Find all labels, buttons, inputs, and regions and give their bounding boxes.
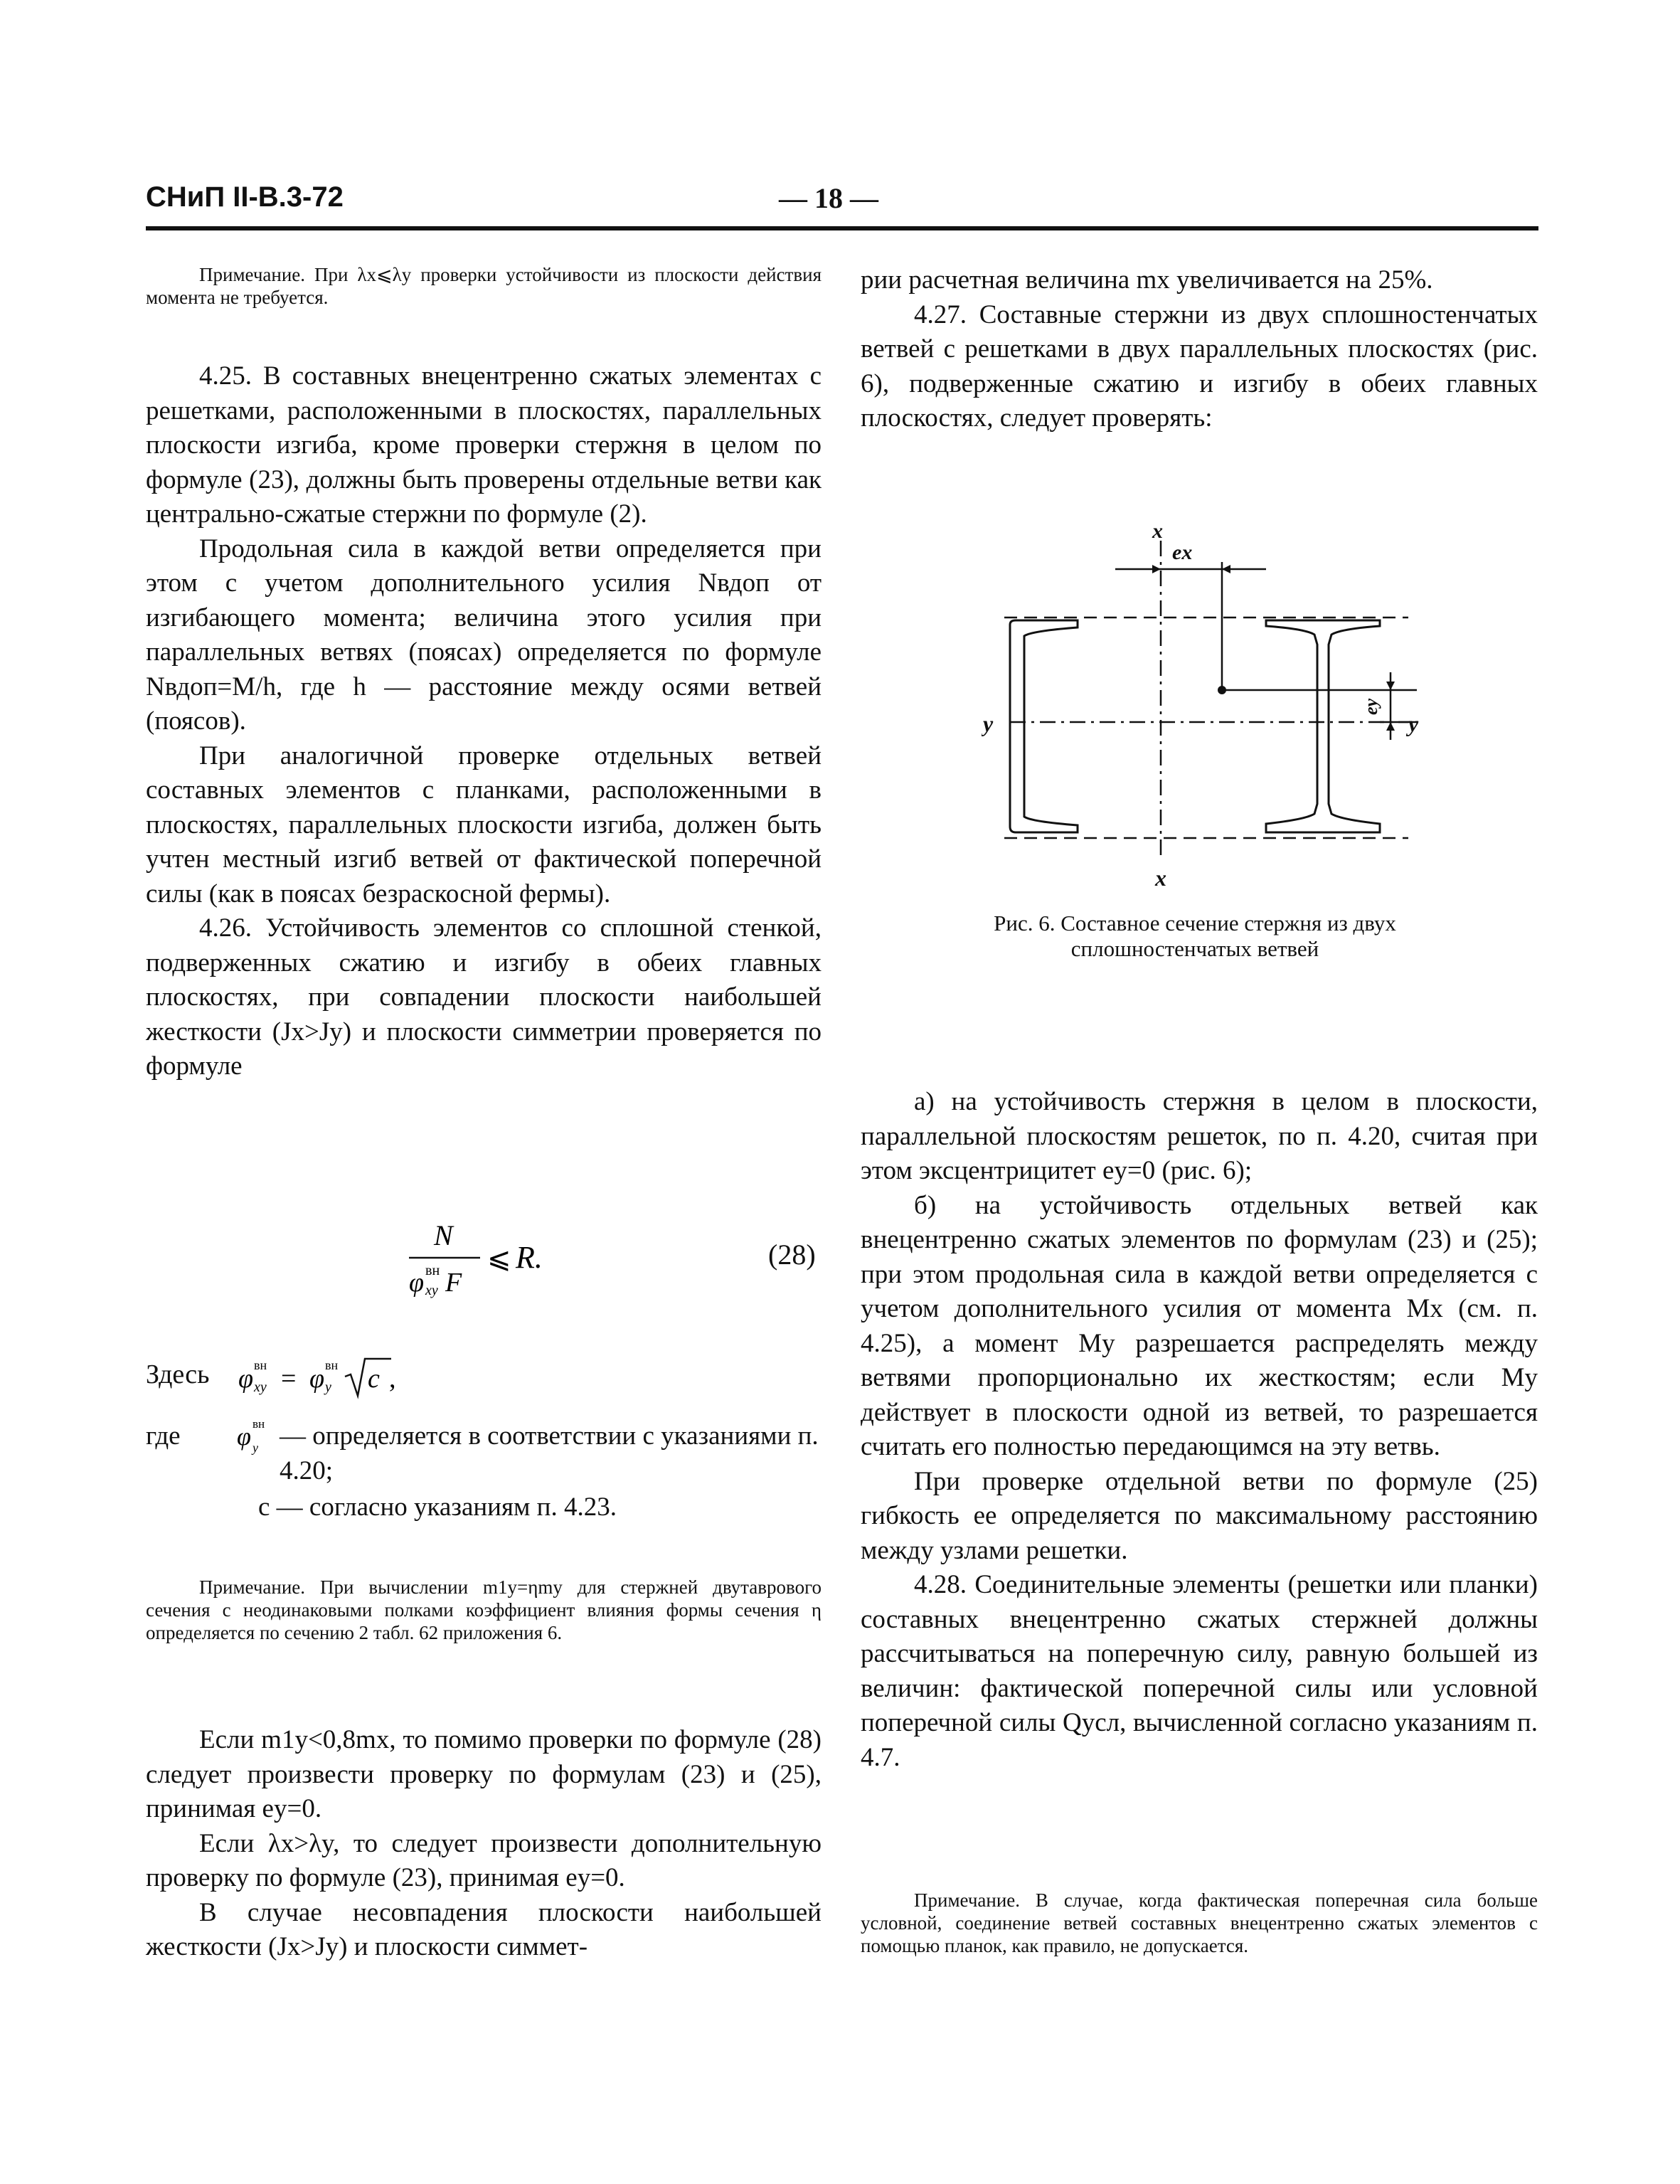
paragraph-4-25: 4.25. В составных внецентренно сжатых элементах с решетками, расположенными в плоскостях, параллельных плоскости изгиба, кроме проверки стержня в целом по формуле (23), должны быть проверены отдельные ветви как центрально-сжатые стержни по формуле (2).: [146, 361, 822, 529]
svg-text:вн: вн: [425, 1263, 440, 1278]
paragraph-a: а) на устойчивость стержня в целом в плоскости, параллельной плоскостям решеток, по п. 4.20, считая при этом эксцентрицитет ey=0 (рис. 6);: [861, 1087, 1538, 1185]
label-x-bottom: x: [1155, 865, 1166, 889]
document-code: СНиП II-В.3-72: [146, 181, 344, 213]
svg-text:⩽: ⩽: [487, 1242, 511, 1275]
svg-text:N: N: [434, 1219, 453, 1251]
formula-28-number: (28): [768, 1239, 816, 1271]
header-rule: [146, 226, 1538, 230]
left-column: [146, 263, 822, 309]
definitions: [146, 1419, 822, 1525]
page-number: — 18 —: [779, 182, 878, 214]
svg-text:c: c: [368, 1364, 380, 1394]
left-note-2-wrap: [146, 1576, 822, 1644]
paragraph-4-28: 4.28. Соединительные элементы (решетки или планки) составных внецентренно сжатых стержней должны рассчитываться на поперечную силу, равную большей из величин: фактической поперечной силы или условной поперечной силы Qусл, вычисленной согласно указаниям п. 4.7.: [861, 1570, 1538, 1772]
label-y-left: y: [983, 711, 994, 736]
paragraph-if-lambda: Если λx>λy, то следует произвести дополнительную проверку по формуле (23), принимая ey=0.: [146, 1828, 822, 1892]
svg-text:φ: φ: [237, 1422, 251, 1451]
formula-phi-xy-graphic: [238, 1345, 558, 1409]
paragraph-analogous-check: При аналогичной проверке отдельных ветвей составных элементов с планками, расположенными в плоскостях, параллельных плоскости изгиба, должен быть учтен местный изгиб ветвей от фактической поперечной силы (как в поясах безраскосной фермы).: [146, 741, 822, 908]
right-column-top: [861, 263, 1538, 436]
right-column-bottom: [861, 1085, 1538, 1775]
note-3: Примечание. В случае, когда фактическая поперечная сила больше условной, соединение ветвей составных внецентренно сжатых элементов с помощью планок, как правило, не допускается.: [861, 1889, 1538, 1956]
phi-definition: — определяется в соответствии с указаниями п. 4.20;: [280, 1421, 819, 1485]
label-x-top: x: [1152, 519, 1163, 543]
paragraph-if-m1y: Если m1y<0,8mx, то помимо проверки по формуле (28) следует произвести проверку по формулам (23) и (25), принимая ey=0.: [146, 1725, 822, 1823]
phi-y-symbol: [237, 1415, 280, 1458]
note-2: Примечание. При вычислении m1y=ηmy для стержней двутаврового сечения с неодинаковыми полками коэффициент влияния формы сечения η определяется по сечению 2 табл. 62 приложения 6.: [146, 1576, 822, 1643]
note-1: Примечание. При λx⩽λy проверки устойчивости из плоскости действия момента не требуется.: [146, 264, 822, 308]
label-ey: ey: [1361, 698, 1381, 715]
figure-6-drawing: [982, 519, 1423, 889]
svg-text:y: y: [252, 1441, 258, 1455]
formula-phi-xy: [146, 1345, 573, 1401]
svg-text:вн: вн: [254, 1358, 267, 1372]
paragraph-longitudinal-force: Продольная сила в каждой ветви определяется при этом с учетом дополнительного усилия Nвдоп от изгибающего момента; величина этого усилия при параллельных ветвях (поясах) определяется по формуле Nвдоп=M/h, где h — расстояние между осями ветвей (поясов).: [146, 534, 822, 736]
paragraph-continuation: рии расчетная величина mx увеличивается на 25%.: [861, 265, 1433, 295]
left-column-body: [146, 359, 822, 1084]
svg-text:φ: φ: [309, 1364, 325, 1394]
figure-6-caption: Рис. 6. Составное сечение стержня из двух сплошностенчатых ветвей: [994, 911, 1396, 961]
here-label: Здесь: [146, 1359, 210, 1389]
svg-text:R.: R.: [516, 1240, 543, 1275]
where-label: где: [146, 1421, 181, 1451]
svg-text:xy: xy: [425, 1283, 438, 1298]
paragraph-4-26: 4.26. Устойчивость элементов со сплошной стенкой, подверженных сжатию и изгибу в обеих главных плоскостях, при совпадении плоскости наибольшей жесткости (Jx>Jy) и плоскости симметрии проверяется по формуле: [146, 913, 822, 1081]
left-column-bottom: [146, 1723, 822, 1965]
svg-text:=: =: [281, 1364, 297, 1394]
svg-text:φ: φ: [409, 1268, 425, 1298]
svg-text:xy: xy: [254, 1379, 267, 1395]
svg-text:φ: φ: [238, 1364, 254, 1394]
formula-28-graphic: [398, 1216, 825, 1302]
label-ex: ex: [1172, 541, 1193, 564]
c-definition: c — согласно указаниям п. 4.23.: [258, 1493, 617, 1522]
formula-28: [398, 1216, 825, 1302]
svg-text:вн: вн: [252, 1417, 265, 1431]
right-note-3-wrap: [861, 1889, 1538, 1957]
svg-text:F: F: [445, 1268, 462, 1298]
paragraph-branch-check: При проверке отдельной ветви по формуле (25) гибкость ее определяется по максимальному расстоянию между узлами решетки.: [861, 1466, 1538, 1565]
figure-6: [982, 519, 1423, 889]
svg-text:вн: вн: [325, 1358, 339, 1372]
paragraph-4-27: 4.27. Составные стержни из двух сплошностенчатых ветвей с решетками в двух параллельных плоскостях (рис. 6), подверженные сжатию и изгибу в обеих главных плоскостях, следует проверять:: [861, 299, 1538, 433]
svg-text:,: ,: [389, 1364, 396, 1394]
svg-text:y: y: [325, 1379, 331, 1395]
paragraph-b: б) на устойчивость отдельных ветвей как внецентренно сжатых элементов по формулам (23) и (25); при этом продольная сила в каждой ветви определяется с учетом дополнительного усилия от момента Mx (см. п. 4.25), а момент My разрешается распределять между ветвями пропорционально их жесткостям; если My действует в плоскости одной из ветвей, то разрешается считать его полностью передающимся на эту ветвь.: [861, 1190, 1538, 1461]
label-y-right: y: [1408, 711, 1419, 736]
paragraph-mismatch: В случае несовпадения плоскости наибольшей жесткости (Jx>Jy) и плоскости симмет-: [146, 1897, 822, 1961]
